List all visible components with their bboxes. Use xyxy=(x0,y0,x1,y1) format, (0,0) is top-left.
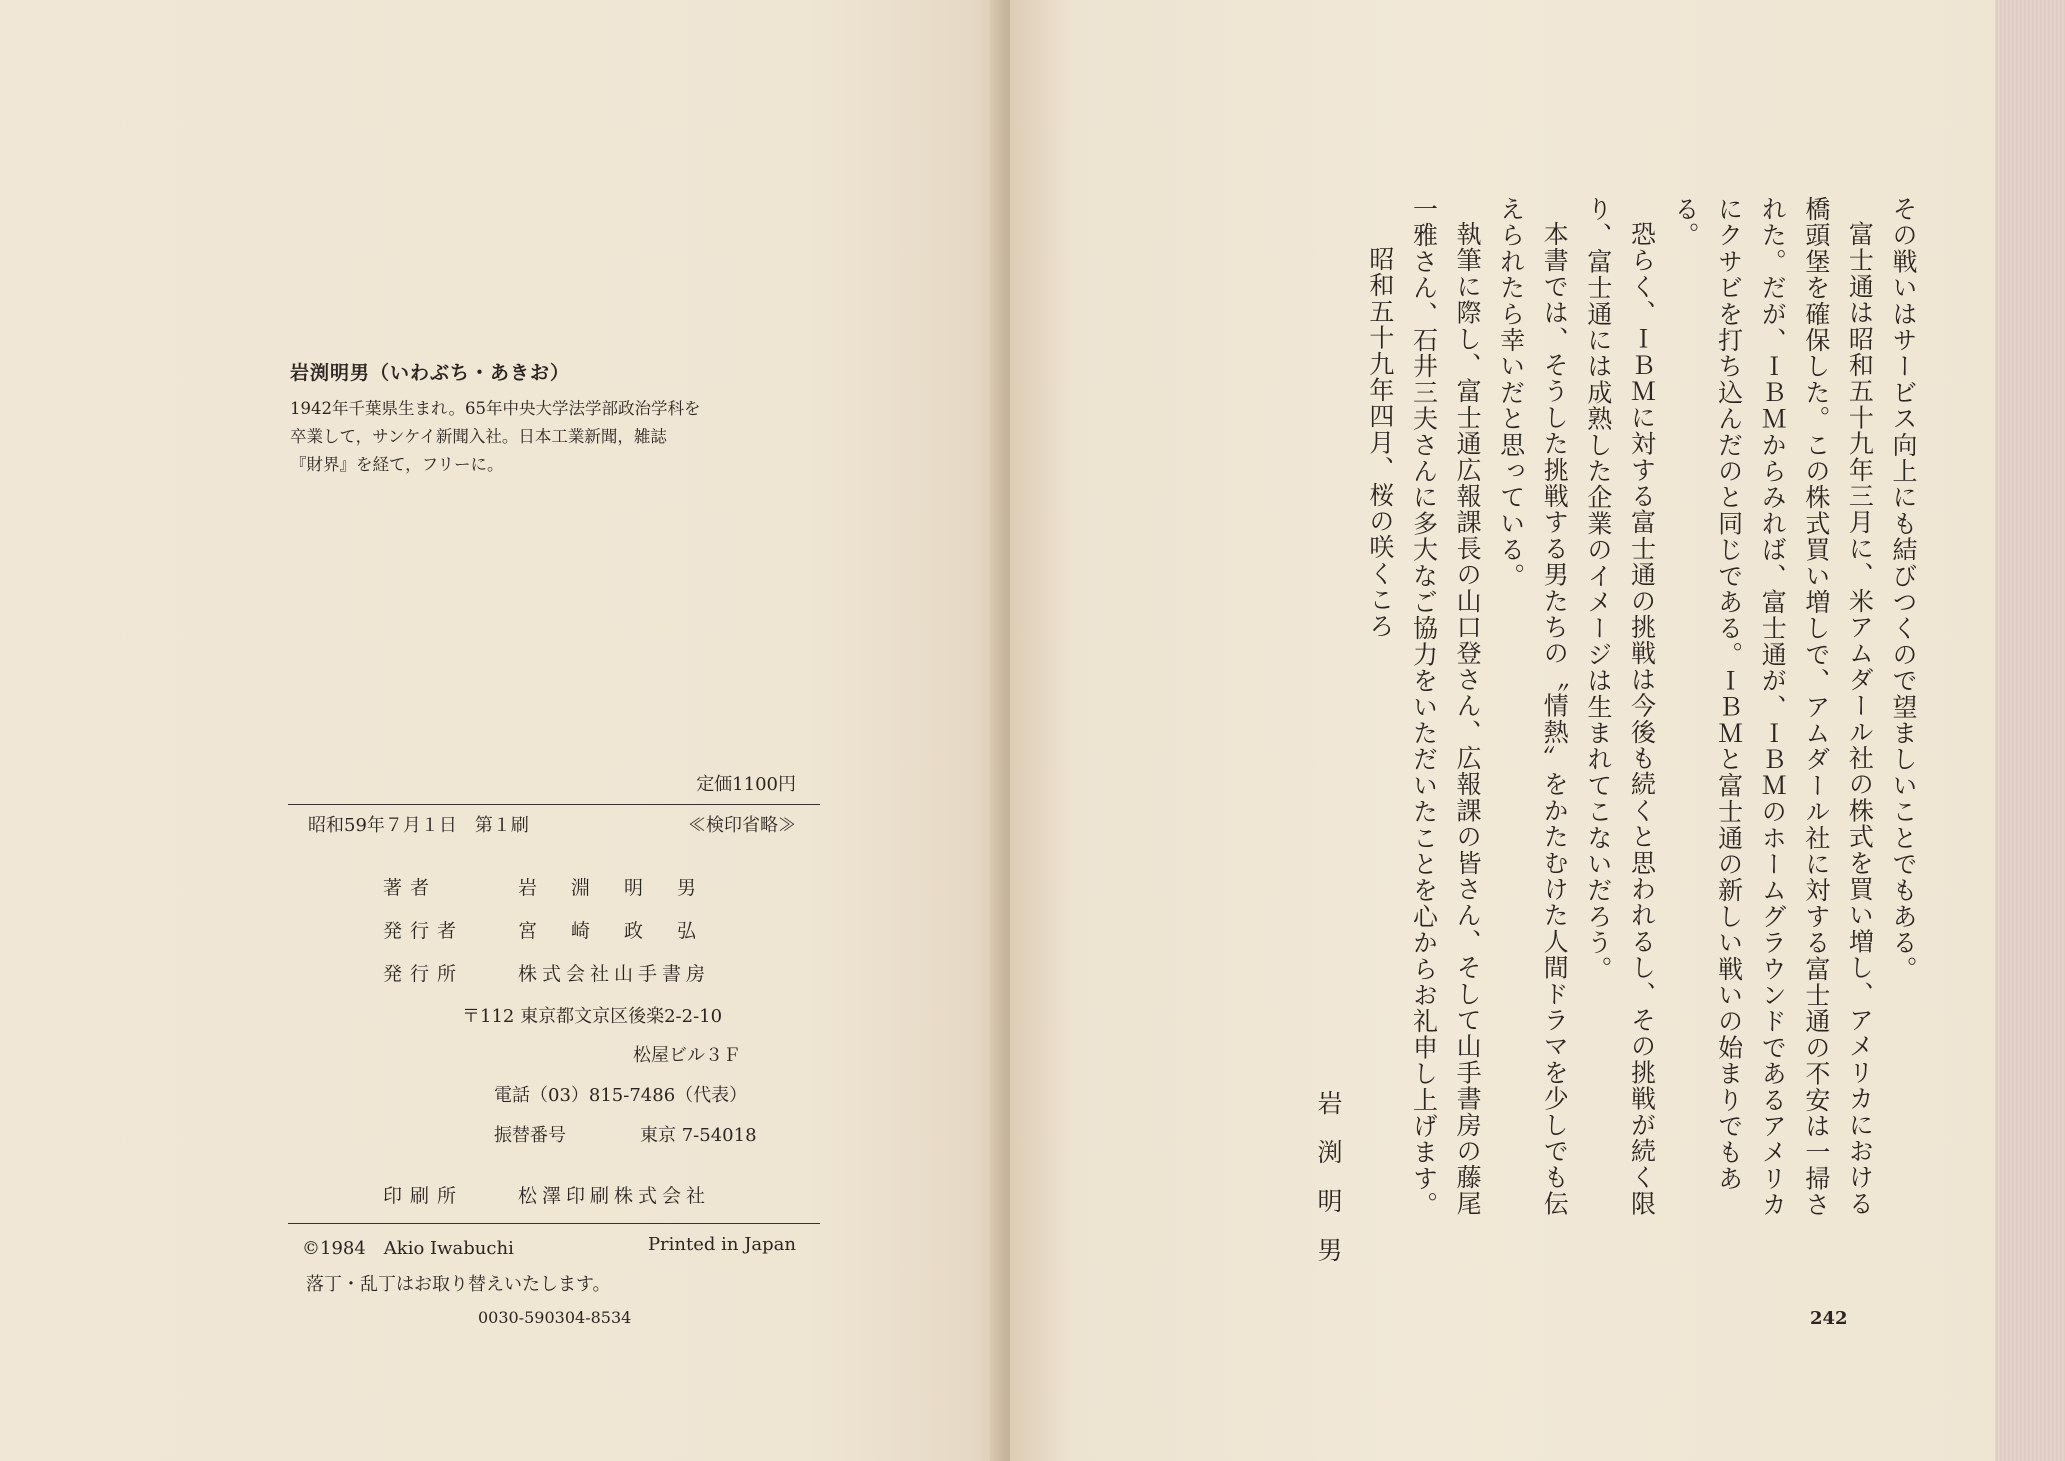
printer-label: 印刷所 xyxy=(383,1185,465,1207)
author-credit: 岩淵明男 xyxy=(518,877,731,899)
copyright-row xyxy=(288,1224,820,1260)
afterword-text xyxy=(1125,196,1925,1236)
page-number: 242 xyxy=(1810,1308,1848,1329)
house-label: 発行所 xyxy=(383,963,465,985)
printer-row xyxy=(288,1181,820,1223)
address-line: 〒112 東京都文京区後楽2-2-10 xyxy=(462,1006,723,1027)
price: 定価1100円 xyxy=(696,774,796,795)
publication-row xyxy=(288,805,820,851)
printer-name: 松澤印刷株式会社 xyxy=(518,1185,711,1207)
book-code: 0030-590304-8534 xyxy=(478,1308,632,1327)
page-edges xyxy=(1995,0,2065,1461)
credits-block xyxy=(288,851,820,1181)
author-signature: 岩渕明男 xyxy=(1314,1090,1343,1286)
afterword-paragraph: 富士通は昭和五十九年三月に、米アムダール社の株式を買い増し、アメリカにおける橋頭堡を確保した。この株式買い増しで、アムダール社に対する富士通の不安は一掃された。だが、ＩＢＭからみれば、富士通が、ＩＢＭのホームグラウンドであるアメリカにクサビを打ち込んだのと同じである。ＩＢＭと富士通の新しい戦いの始まりでもある。 xyxy=(1671,196,1875,1218)
transfer-label: 振替番号 xyxy=(494,1125,566,1146)
seal-omitted-note: ≪検印省略≫ xyxy=(688,815,796,836)
bio-line: 卒業して，サンケイ新聞入社。日本工業新聞，雑誌 xyxy=(290,427,667,446)
author-bio xyxy=(290,358,810,479)
transfer-number: 東京 7-54018 xyxy=(640,1125,757,1146)
replacement-notice: 落丁・乱丁はお取り替えいたします。 xyxy=(306,1274,611,1295)
afterword-paragraph: 恐らく、ＩＢＭに対する富士通の挑戦は今後も続くと思われるし、その挑戦が続く限り、富士通には成熟した企業のイメージは生まれてこないだろう。 xyxy=(1583,196,1657,1217)
afterword-paragraph: その戦いはサービス向上にも結びつくので望ましいことでもある。 xyxy=(1889,196,1918,982)
publisher-label: 発行者 xyxy=(383,920,465,942)
printed-in: Printed in Japan xyxy=(647,1234,796,1255)
address-line: 松屋ビル３Ｆ xyxy=(633,1045,741,1066)
publisher-credit: 宮崎政弘 xyxy=(518,920,731,942)
colophon xyxy=(288,770,820,1327)
afterword-paragraph: 執筆に際し、富士通広報課長の山口登さん、広報課の皆さん、そして山手書房の藤尾一雅さん、石井三夫さんに多大なご協力をいただいたことを心からお礼申し上げます。 xyxy=(1409,196,1483,1218)
bio-line: 1942年千葉県生まれ。65年中央大学法学部政治学科を xyxy=(290,399,701,418)
author-name: 岩渕明男（いわぶち・あきお） xyxy=(290,362,571,384)
phone-number: 電話（03）815-7486（代表） xyxy=(494,1085,748,1106)
afterword-paragraph: 本書では、そうした挑戦する男たちの〝情熱〟をかたむけた人間ドラマを少しでも伝えられたら幸いだと思っている。 xyxy=(1496,196,1570,1217)
author-label: 著者 xyxy=(383,877,438,899)
publishing-house: 株式会社山手書房 xyxy=(518,963,711,985)
author-bio-text xyxy=(290,395,810,479)
publication-date: 昭和59年７月１日 第１刷 xyxy=(308,815,529,836)
afterword-date: 昭和五十九年四月、桜の咲くころ xyxy=(1365,246,1395,639)
bio-line: 『財界』を経て，フリーに。 xyxy=(290,455,504,474)
copyright: ©1984 Akio Iwabuchi xyxy=(302,1238,514,1259)
